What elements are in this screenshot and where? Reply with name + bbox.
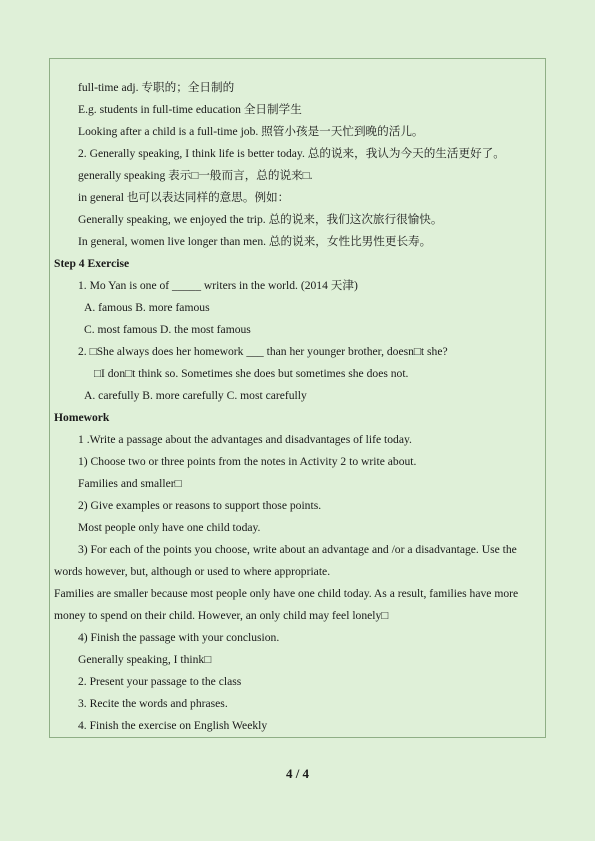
homework-item-4: 4. Finish the exercise on English Weekly (78, 719, 268, 732)
text-line-generally-speaking: generally speaking 表示□一般而言，总的说来□. (78, 169, 313, 182)
homework-step-1-example: Families and smaller□ (78, 477, 182, 490)
homework-step-3: 3) For each of the points you choose, write about an advantage and /or a disadvantage. Use the (78, 543, 517, 556)
exercise-options-1a: A. famous B. more famous (84, 301, 210, 314)
homework-step-3-example-cont: money to spend on their child. However, an only child may feel lonely□ (54, 609, 389, 622)
exercise-question-2: 2. □She always does her homework ___ than her younger brother, doesn□t she? (78, 345, 448, 358)
homework-step-3-cont: words however, but, although or used to where appropriate. (54, 565, 331, 578)
exercise-options-1b: C. most famous D. the most famous (84, 323, 251, 336)
text-line-fulltime: full-time adj. 专职的；全日制的 (78, 81, 235, 94)
text-line-looking-after: Looking after a child is a full-time job. 照管小孩是一天忙到晚的活儿。 (78, 125, 424, 138)
homework-step-2: 2) Give examples or reasons to support those points. (78, 499, 322, 512)
homework-step-4: 4) Finish the passage with your conclusion. (78, 631, 280, 644)
exercise-question-1: 1. Mo Yan is one of _____ writers in the world. (2014 天津) (78, 279, 358, 292)
text-line-in-general: in general 也可以表达同样的意思。例如： (78, 191, 290, 204)
section-heading-homework: Homework (54, 411, 110, 424)
text-line-point-2: 2. Generally speaking, I think life is better today. 总的说来，我认为今天的生活更好了。 (78, 147, 505, 160)
homework-step-3-example: Families are smaller because most people only have one child today. As a result, families have more (54, 587, 519, 600)
homework-step-1: 1) Choose two or three points from the notes in Activity 2 to write about. (78, 455, 417, 468)
exercise-options-2: A. carefully B. more carefully C. most carefully (84, 389, 307, 402)
homework-item-3: 3. Recite the words and phrases. (78, 697, 228, 710)
homework-step-2-example: Most people only have one child today. (78, 521, 261, 534)
page-number: 4 / 4 (285, 766, 310, 781)
homework-item-1: 1 .Write a passage about the advantages and disadvantages of life today. (78, 433, 412, 446)
text-line-example: E.g. students in full-time education 全日制学生 (78, 103, 302, 116)
section-heading-step4: Step 4 Exercise (54, 257, 130, 270)
text-line-trip: Generally speaking, we enjoyed the trip. 总的说来，我们这次旅行很愉快。 (78, 213, 443, 226)
exercise-question-2-reply: □I don□t think so. Sometimes she does but sometimes she does not. (94, 367, 409, 380)
homework-step-4-example: Generally speaking, I think□ (78, 653, 212, 666)
text-line-women: In general, women live longer than men. 总的说来，女性比男性更长寿。 (78, 235, 432, 248)
homework-item-2: 2. Present your passage to the class (78, 675, 242, 688)
